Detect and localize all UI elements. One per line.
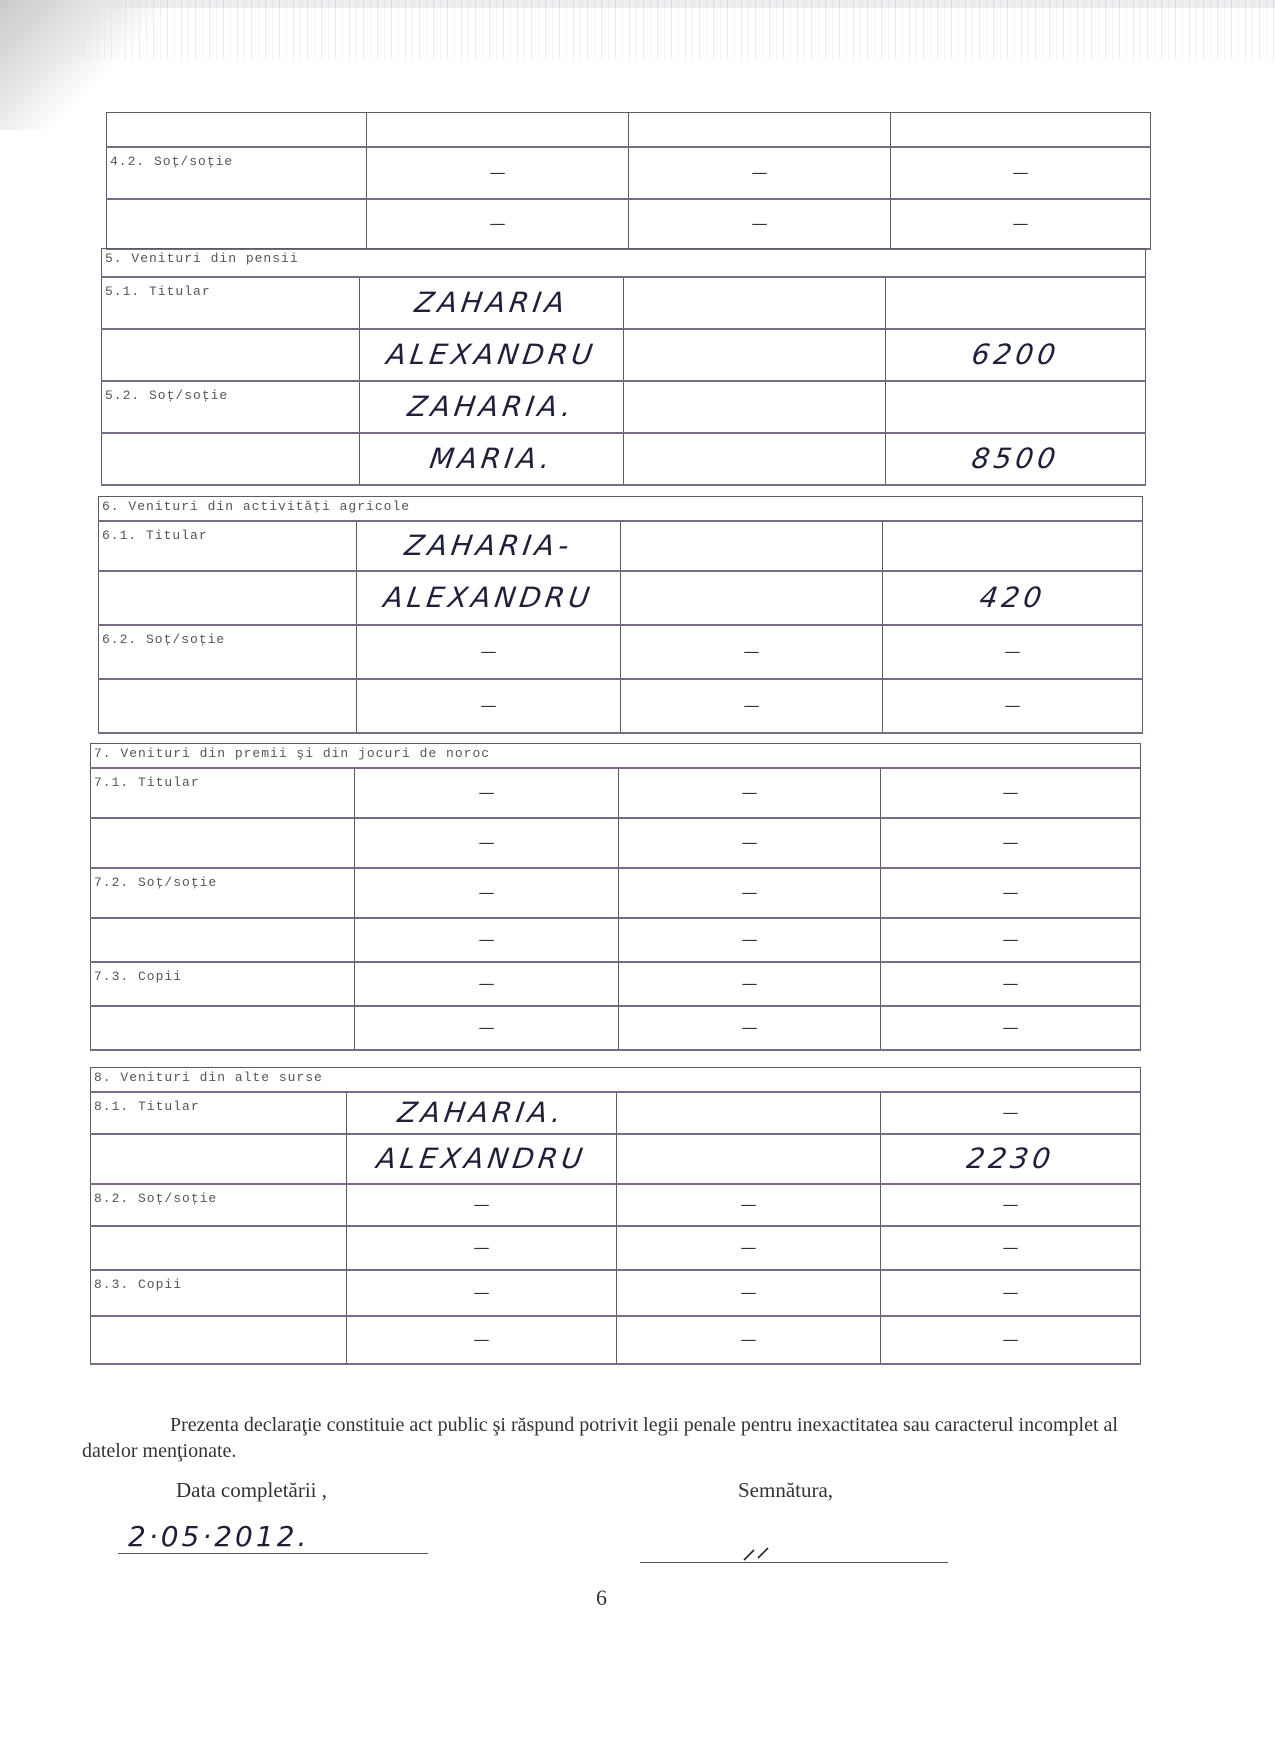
empty-dash: — (480, 696, 497, 715)
table-cell (617, 1092, 881, 1134)
table-row (91, 1092, 1141, 1134)
table-cell (883, 571, 1143, 625)
table-cell (347, 1316, 617, 1364)
page-number: 6 (596, 1585, 607, 1610)
table-row (91, 1068, 1141, 1092)
table-row (91, 818, 1141, 868)
table-row (91, 744, 1141, 768)
prizes-table (90, 743, 1141, 1051)
table-cell (360, 433, 624, 485)
row-label: 8.3. Copii (91, 1270, 347, 1316)
empty-dash: — (1002, 930, 1019, 949)
empty-dash: — (741, 783, 758, 802)
table-cell (91, 818, 355, 868)
row-label: 7.1. Titular (91, 768, 355, 818)
table-cell (355, 1006, 619, 1050)
row-label: 6.2. Soţ/soţie (99, 625, 357, 679)
table-cell (881, 768, 1141, 818)
table-row (99, 625, 1143, 679)
table-row (91, 1006, 1141, 1050)
table-row (102, 329, 1146, 381)
declaration-statement: Prezenta declaraţie constituie act public şi răspund potrivit legii penale pentru inexactitatea sau caracterul incomplet al datelor menţionate. (82, 1414, 1118, 1462)
table-cell (619, 768, 881, 818)
table-cell (357, 679, 621, 733)
table-row (99, 571, 1143, 625)
table-cell (99, 679, 357, 733)
table-cell (360, 381, 624, 433)
empty-dash: — (743, 642, 760, 661)
table-row (91, 768, 1141, 818)
table-cell (881, 818, 1141, 868)
table-cell (347, 1270, 617, 1316)
table-row (91, 868, 1141, 918)
table-cell (91, 1134, 347, 1184)
table-cell (886, 329, 1146, 381)
empty-dash: — (478, 974, 495, 993)
row-label: 7.3. Copii (91, 962, 355, 1006)
table-row (107, 113, 1151, 147)
table-cell (883, 679, 1143, 733)
agricultural-table (98, 496, 1143, 734)
table-cell (891, 147, 1151, 199)
empty-dash: — (473, 1283, 490, 1302)
handwritten-amount: 6200 (969, 338, 1062, 371)
table-cell (881, 1092, 1141, 1134)
handwritten-name: ALEXANDRU (374, 1142, 589, 1175)
table-cell (102, 433, 360, 485)
table-cell (360, 277, 624, 329)
table-cell (619, 918, 881, 962)
empty-dash: — (1002, 883, 1019, 902)
empty-dash: — (1002, 1018, 1019, 1037)
table-cell (355, 918, 619, 962)
table-row (99, 521, 1143, 571)
table-cell (347, 1184, 617, 1226)
signature-label: Semnătura, (738, 1478, 834, 1502)
empty-dash: — (741, 974, 758, 993)
table-row (91, 1226, 1141, 1270)
signature-mark (740, 1544, 780, 1564)
table-cell (891, 199, 1151, 249)
empty-dash: — (1012, 214, 1029, 233)
table-cell (617, 1134, 881, 1184)
empty-dash: — (473, 1195, 490, 1214)
table-cell (624, 277, 886, 329)
empty-dash: — (1002, 974, 1019, 993)
table-row (91, 1134, 1141, 1184)
table-cell (621, 571, 883, 625)
empty-dash: — (1012, 163, 1029, 182)
empty-dash: — (478, 1018, 495, 1037)
table-cell (355, 868, 619, 918)
table-cell (360, 329, 624, 381)
handwritten-name: ZAHARIA (412, 286, 571, 319)
table-cell (881, 1006, 1141, 1050)
table-cell (367, 199, 629, 249)
table-cell (355, 768, 619, 818)
table-cell (619, 1006, 881, 1050)
table-cell (621, 679, 883, 733)
table-cell (617, 1316, 881, 1364)
section-title: 6. Venituri din activităţi agricole (99, 497, 1143, 521)
empty-dash: — (1004, 642, 1021, 661)
table-row (102, 433, 1146, 485)
table-cell (881, 868, 1141, 918)
handwritten-name: ZAHARIA. (405, 390, 578, 423)
row-label: 8.2. Soţ/soţie (91, 1184, 347, 1226)
empty-dash: — (1002, 1195, 1019, 1214)
table-row (107, 199, 1151, 249)
table-cell (886, 433, 1146, 485)
table-cell (347, 1092, 617, 1134)
row-label: 5.1. Titular (102, 277, 360, 329)
empty-dash: — (751, 163, 768, 182)
handwritten-amount: 420 (977, 581, 1048, 614)
table-cell (629, 147, 891, 199)
table-cell (621, 521, 883, 571)
empty-dash: — (478, 930, 495, 949)
handwritten-name: MARIA. (427, 442, 556, 475)
empty-dash: — (1002, 1283, 1019, 1302)
table-row (102, 249, 1146, 277)
table-cell (355, 818, 619, 868)
table-cell (881, 918, 1141, 962)
row-label: 5.2. Soţ/soţie (102, 381, 360, 433)
signature-line (640, 1562, 948, 1563)
empty-dash: — (740, 1195, 757, 1214)
table-cell (102, 329, 360, 381)
empty-dash: — (741, 833, 758, 852)
empty-dash: — (740, 1283, 757, 1302)
table-cell (619, 962, 881, 1006)
other-sources-table (90, 1067, 1141, 1365)
folded-corner (0, 0, 200, 130)
empty-dash: — (741, 1018, 758, 1037)
table-row (91, 962, 1141, 1006)
table-cell (107, 199, 367, 249)
table-cell (891, 113, 1151, 147)
empty-dash: — (1002, 1330, 1019, 1349)
empty-dash: — (473, 1238, 490, 1257)
table-cell (624, 329, 886, 381)
empty-dash: — (478, 783, 495, 802)
handwritten-name: ZAHARIA. (395, 1096, 568, 1129)
table-cell (881, 1184, 1141, 1226)
empty-dash: — (480, 642, 497, 661)
table-cell (619, 868, 881, 918)
handwritten-amount: 8500 (969, 442, 1062, 475)
row-label: 8.1. Titular (91, 1092, 347, 1134)
table-cell (617, 1270, 881, 1316)
table-cell (99, 571, 357, 625)
table-cell (629, 113, 891, 147)
table-cell (367, 147, 629, 199)
table-cell (91, 918, 355, 962)
table-cell (881, 1226, 1141, 1270)
table-cell (91, 1316, 347, 1364)
table-cell (621, 625, 883, 679)
table-cell (881, 962, 1141, 1006)
handwritten-name: ZAHARIA- (402, 529, 575, 562)
table-row (91, 1316, 1141, 1364)
table-cell (624, 433, 886, 485)
empty-dash: — (740, 1238, 757, 1257)
table-cell (91, 1006, 355, 1050)
table-cell (357, 571, 621, 625)
empty-dash: — (1002, 1238, 1019, 1257)
table-cell (355, 962, 619, 1006)
table-cell (883, 521, 1143, 571)
table-cell (886, 381, 1146, 433)
empty-dash: — (1002, 1103, 1019, 1122)
date-label: Data completării , (176, 1478, 328, 1502)
empty-dash: — (743, 696, 760, 715)
empty-dash: — (741, 883, 758, 902)
section-title: 7. Venituri din premii şi din jocuri de noroc (91, 744, 1141, 768)
section-title: 5. Venituri din pensii (102, 249, 1146, 277)
table-cell (617, 1184, 881, 1226)
section-title: 8. Venituri din alte surse (91, 1068, 1141, 1092)
table-cell (624, 381, 886, 433)
pensions-table (101, 248, 1146, 486)
table-row (91, 1184, 1141, 1226)
empty-dash: — (751, 214, 768, 233)
table-row (107, 147, 1151, 199)
table-cell (107, 113, 367, 147)
empty-dash: — (489, 214, 506, 233)
handwritten-name: ALEXANDRU (381, 581, 596, 614)
handwritten-date: 2·05·2012. (118, 1520, 428, 1554)
handwritten-amount: 2230 (964, 1142, 1057, 1175)
empty-dash: — (741, 930, 758, 949)
table-cell (883, 625, 1143, 679)
table-cell (357, 625, 621, 679)
table-row (99, 679, 1143, 733)
row-label: 4.2. Soţ/soţie (107, 147, 367, 199)
table-row (102, 381, 1146, 433)
table-cell (629, 199, 891, 249)
income-table-part-1 (106, 112, 1151, 250)
table-row (99, 497, 1143, 521)
table-cell (617, 1226, 881, 1270)
table-cell (357, 521, 621, 571)
table-row (102, 277, 1146, 329)
table-cell (881, 1134, 1141, 1184)
row-label: 6.1. Titular (99, 521, 357, 571)
empty-dash: — (1002, 833, 1019, 852)
table-cell (91, 1226, 347, 1270)
table-cell (881, 1270, 1141, 1316)
handwritten-name: ALEXANDRU (384, 338, 599, 371)
table-cell (347, 1134, 617, 1184)
empty-dash: — (740, 1330, 757, 1349)
table-row (91, 918, 1141, 962)
empty-dash: — (1002, 783, 1019, 802)
row-label: 7.2. Soţ/soţie (91, 868, 355, 918)
table-cell (347, 1226, 617, 1270)
empty-dash: — (489, 163, 506, 182)
table-cell (619, 818, 881, 868)
table-row (91, 1270, 1141, 1316)
table-cell (886, 277, 1146, 329)
empty-dash: — (478, 883, 495, 902)
empty-dash: — (1004, 696, 1021, 715)
empty-dash: — (473, 1330, 490, 1349)
table-cell (881, 1316, 1141, 1364)
empty-dash: — (478, 833, 495, 852)
table-cell (367, 113, 629, 147)
